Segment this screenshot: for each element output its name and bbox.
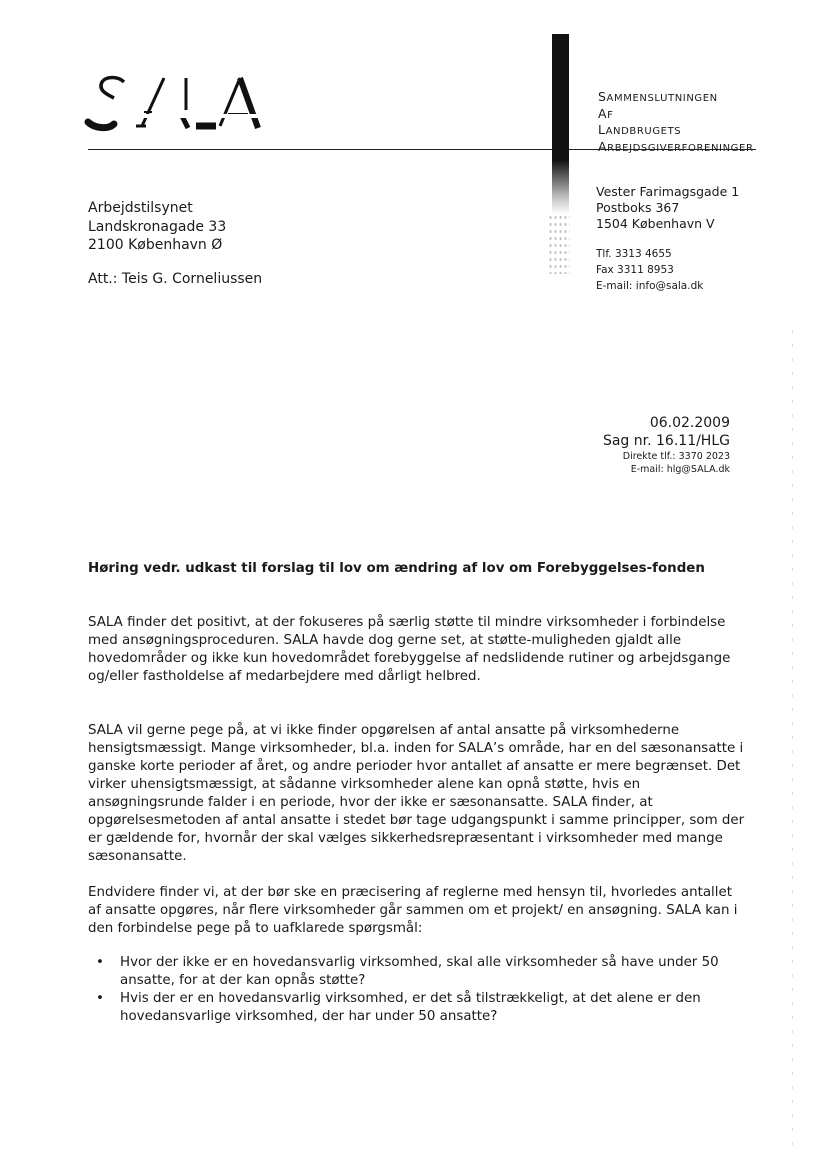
sender-city: 1504 København V: [596, 216, 715, 231]
letter-meta: [603, 414, 730, 476]
direct-phone: Direkte tlf.: 3370 2023: [622, 451, 730, 462]
question-list: [96, 954, 746, 1026]
org-line-4: ARBEJDSGIVERFORENINGER: [598, 138, 754, 154]
scan-edge-marks: [792, 330, 793, 1150]
letter-date: 06.02.2009: [649, 415, 730, 431]
list-item: [96, 954, 746, 990]
sender-fax: Fax 3311 8953: [596, 264, 674, 276]
scan-bar: [552, 34, 569, 214]
recipient-name: Arbejdstilsynet: [88, 200, 193, 216]
org-name-block: [598, 90, 754, 156]
org-line-3: LANDBRUGETS: [598, 122, 682, 137]
paragraph-1: SALA finder det positivt, at der fokuseres på særlig støtte til mindre virksomheder i forbindelse med ansøgningsproceduren. SALA havde dog gerne set, at støtte-muligheden gjaldt alle hovedområder og ikke kun hovedområdet forebyggelse af nedslidende rutiner og arbejdsgange og/eller fastholdelse af medarbejdere med dårligt helbred.: [88, 615, 731, 684]
sender-email: E-mail: info@sala.dk: [596, 280, 704, 292]
sender-pobox: Postboks 367: [596, 200, 680, 215]
list-item: [96, 990, 746, 1026]
org-line-2: AF: [598, 105, 614, 121]
paragraph-2: SALA vil gerne pege på, at vi ikke finder opgørelsen af antal ansatte på virksomhederne hensigtsmæssigt. Mange virksomheder, bl.a. inden for SALA’s område, har en del sæsonansatte i ganske korte perioder af året, og andre perioder hvor antallet af ansatte er mere begrænset. Det virker uhensigtsmæssigt, at sådanne virksomheder alene kan opnå støtte, hvis en ansøgningsrunde falder i en periode, hvor der ikke er sæsonansatte. SALA finder, at opgørelsesmetoden af antal ansatte i stedet bør tage udgangspunkt i samme principper, som der er gældende for, hvornår der skal vælges sikkerhedsrepræsentant i virksomheder med mange sæsonansatte.: [88, 723, 745, 864]
bullet-icon: •: [96, 955, 104, 970]
recipient-street: Landskronagade 33: [88, 218, 227, 235]
paragraph-3: Endvidere finder vi, at der bør ske en præcisering af reglerne med hensyn til, hvorledes antallet af ansatte opgøres, når flere virksomheder går sammen om et projekt/ en ansøgning. SALA kan i den forbindelse pege på to uafklarede spørgsmål:: [88, 885, 738, 936]
direct-email: E-mail: hlg@SALA.dk: [630, 464, 730, 475]
case-number: Sag nr. 16.11/HLG: [602, 433, 730, 449]
scan-bar-noise: [548, 214, 570, 274]
org-line-1: SAMMENSLUTNINGEN: [598, 89, 718, 104]
recipient-address: [88, 199, 226, 255]
sala-logo: [84, 68, 274, 148]
bullet-icon: •: [96, 991, 104, 1006]
recipient-city: 2100 København Ø: [88, 237, 223, 253]
sender-phone: Tlf. 3313 4655: [596, 248, 672, 260]
list-item-text: Hvor der ikke er en hovedansvarlig virksomhed, skal alle virksomheder så have under 50 ansatte, for at der kan opnås støtte?: [120, 955, 719, 988]
recipient-attention: Att.: Teis G. Corneliussen: [88, 271, 263, 287]
sender-street: Vester Farimagsgade 1: [596, 184, 740, 199]
list-item-text: Hvis der er en hovedansvarlig virksomhed, er det så tilstrækkeligt, at det alene er den hovedansvarlige virksomhed, der har under 50 ansatte?: [120, 991, 701, 1024]
sender-address: [596, 184, 739, 232]
sender-contact: [596, 246, 703, 294]
letter-subject: Høring vedr. udkast til forslag til lov om ændring af lov om Forebyggelses-fonden: [88, 561, 705, 576]
